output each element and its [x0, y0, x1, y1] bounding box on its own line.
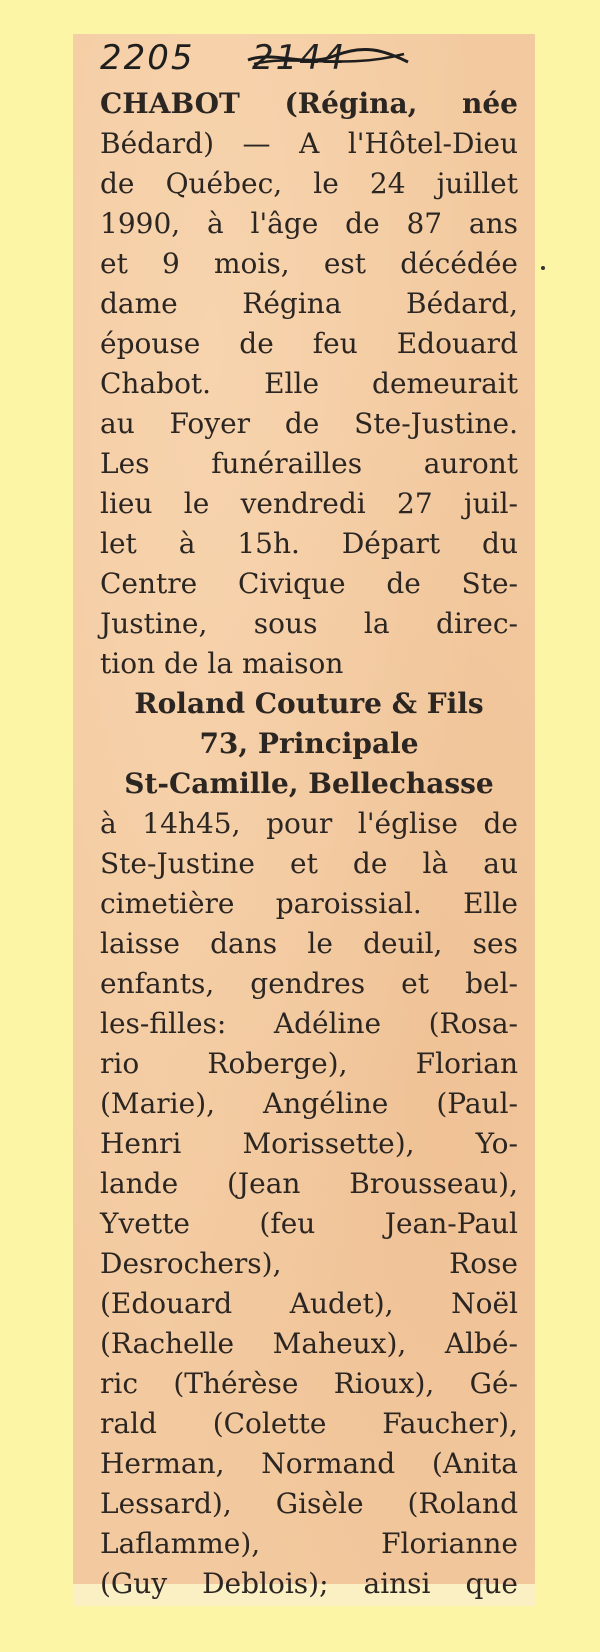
obituary-line-38: (Guy Deblois); ainsi que	[100, 1567, 518, 1600]
obituary-line-7: épouse de feu Edouard	[100, 327, 518, 360]
obituary-line-5: et 9 mois, est décédée	[100, 247, 518, 280]
obituary-line-32: (Rachelle Maheux), Albé-	[100, 1327, 518, 1360]
obituary-line-26: (Marie), Angéline (Paul-	[100, 1087, 518, 1120]
obituary-line-34: rald (Colette Faucher),	[100, 1407, 518, 1440]
scribble-strikeout	[244, 46, 412, 72]
obituary-line-30: Desrochers), Rose	[100, 1247, 518, 1280]
obituary-line-33: ric (Thérèse Rioux), Gé-	[100, 1367, 518, 1400]
obituary-line-37: Laflamme), Florianne	[100, 1527, 518, 1560]
obituary-line-11: lieu le vendredi 27 juil-	[100, 487, 518, 520]
obituary-line-15: tion de la maison	[100, 647, 344, 680]
obituary-line-25: rio Roberge), Florian	[100, 1047, 518, 1080]
ink-speck	[541, 266, 545, 270]
obituary-line-23: enfants, gendres et bel-	[100, 967, 518, 1000]
obituary-line-28: lande (Jean Brousseau),	[100, 1167, 518, 1200]
obituary-line-13: Centre Civique de Ste-	[100, 567, 518, 600]
obituary-line-21: cimetière paroissial. Elle	[100, 887, 518, 920]
obituary-headline: CHABOT (Régina, née	[100, 87, 518, 120]
obituary-line-14: Justine, sous la direc-	[100, 607, 518, 640]
obituary-line-27: Henri Morissette), Yo-	[100, 1127, 518, 1160]
obituary-line-22: laisse dans le deuil, ses	[100, 927, 518, 960]
obituary-line-19: à 14h45, pour l'église de	[100, 807, 518, 840]
funeral-home-name: Roland Couture & Fils	[134, 687, 484, 720]
funeral-home-city: St-Camille, Bellechasse	[124, 767, 494, 800]
obituary-line-2: Bédard) — A l'Hôtel-Dieu	[100, 127, 518, 160]
obituary-line-24: les-filles: Adéline (Rosa-	[100, 1007, 518, 1040]
obituary-line-35: Herman, Normand (Anita	[100, 1447, 518, 1480]
obituary-line-8: Chabot. Elle demeurait	[100, 367, 518, 400]
obituary-line-12: let à 15h. Départ du	[100, 527, 518, 560]
obituary-line-31: (Edouard Audet), Noël	[100, 1287, 518, 1320]
obituary-line-9: au Foyer de Ste-Justine.	[100, 407, 518, 440]
obituary-line-4: 1990, à l'âge de 87 ans	[100, 207, 518, 240]
obituary-text	[100, 84, 518, 1604]
handwritten-number: 2205	[100, 38, 195, 78]
funeral-home-address: 73, Principale	[199, 727, 419, 760]
obituary-line-10: Les funérailles auront	[100, 447, 518, 480]
handwritten-struck-number: 2144	[252, 38, 347, 78]
obituary-line-3: de Québec, le 24 juillet	[100, 167, 518, 200]
obituary-line-36: Lessard), Gisèle (Roland	[100, 1487, 518, 1520]
obituary-line-29: Yvette (feu Jean-Paul	[100, 1207, 518, 1240]
obituary-line-20: Ste-Justine et de là au	[100, 847, 518, 880]
obituary-line-6: dame Régina Bédard,	[100, 287, 518, 320]
obituary-line-1	[100, 84, 518, 124]
